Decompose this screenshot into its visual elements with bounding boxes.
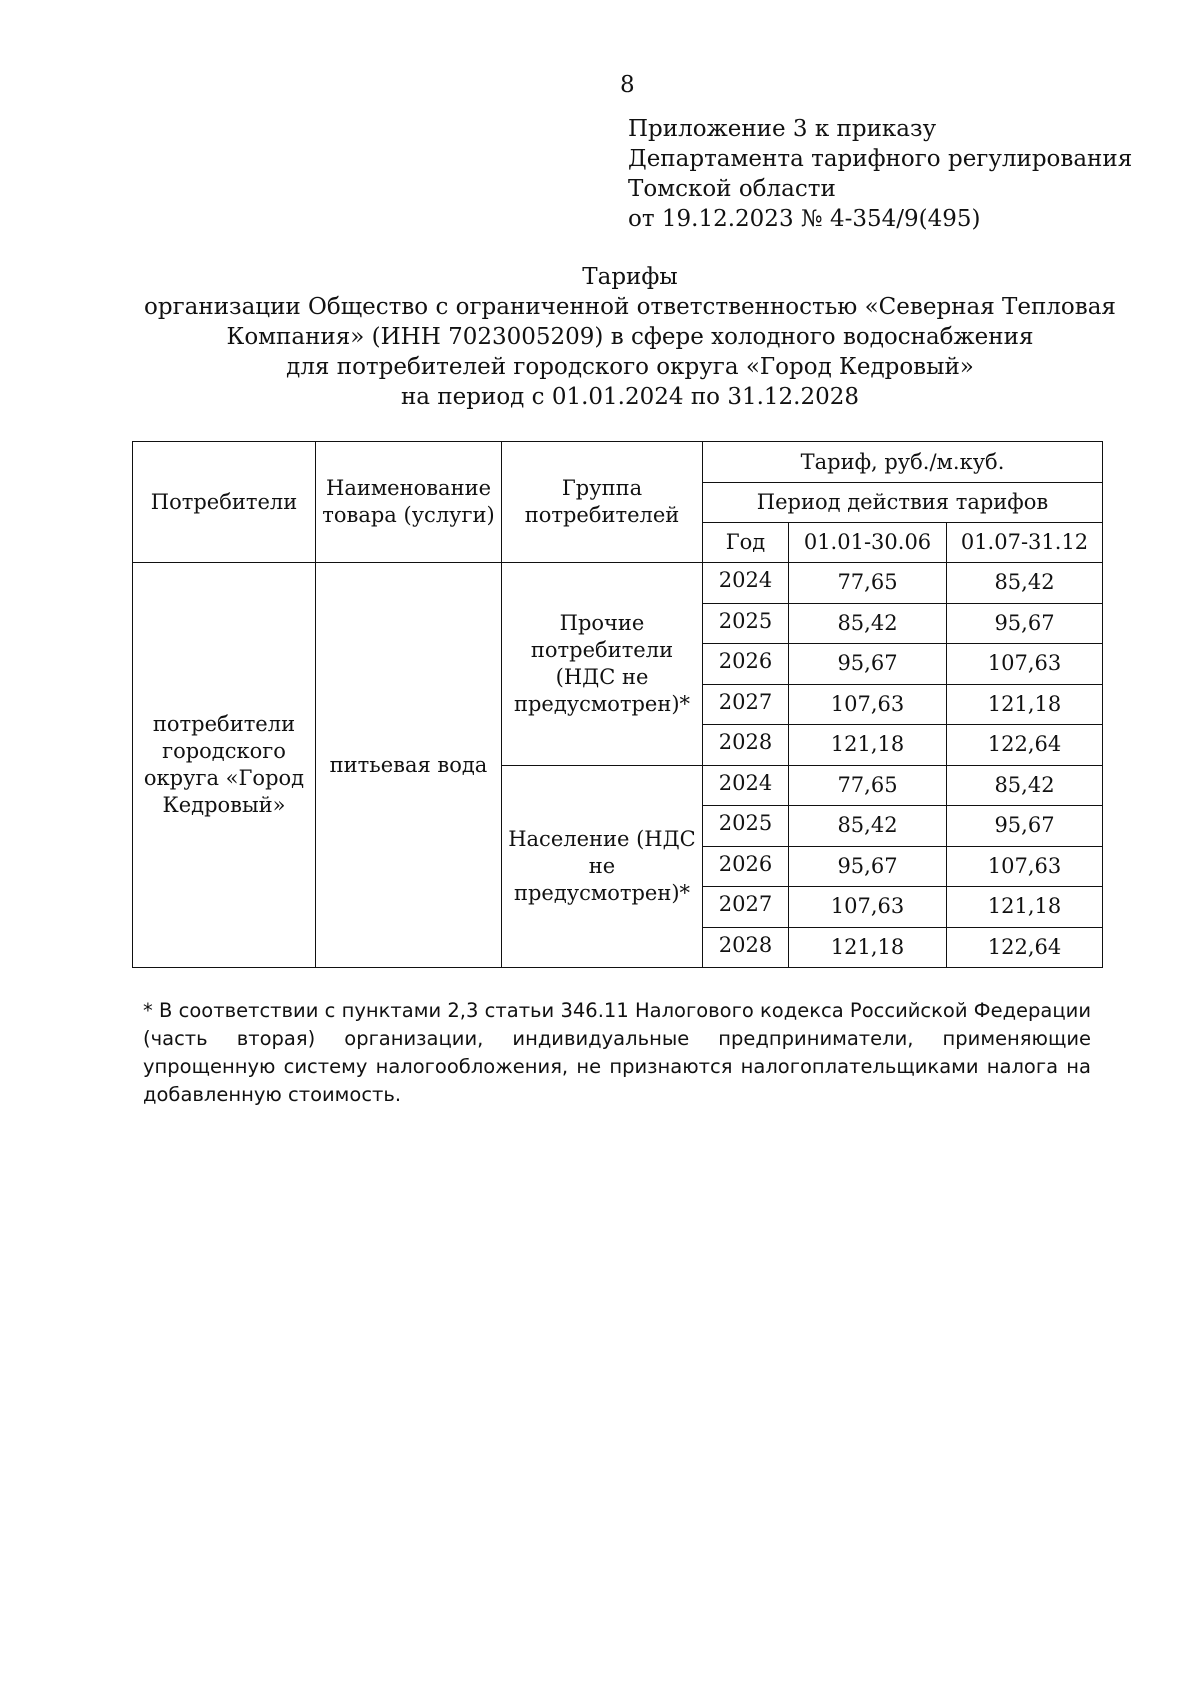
title-line: для потребителей городского округа «Город Кедровый» — [286, 354, 974, 380]
tariff-h1-cell: 121,18 — [789, 927, 947, 968]
tariff-h2-cell: 85,42 — [947, 765, 1103, 806]
appendix-line: Томской области — [628, 176, 836, 202]
page-number: 8 — [620, 72, 635, 98]
table-header-row — [133, 442, 1103, 483]
title-line: организации Общество с ограниченной ответственностью «Северная Тепловая — [144, 294, 1116, 320]
appendix-line: Приложение 3 к приказу — [628, 116, 937, 142]
footnote: * В соответствии с пунктами 2,3 статьи 346.11 Налогового кодекса Российской Федерации (часть вторая) организации, индивидуальные предприниматели, применяющие упрощенную систему налогообложения, не признаются налогоплательщиками налога на добавленную стоимость. — [143, 999, 1091, 1106]
header-group: Группа потребителей — [502, 442, 703, 563]
tariff-h2-cell: 85,42 — [947, 563, 1103, 604]
tariff-h2-cell: 121,18 — [947, 684, 1103, 725]
tariff-h1-cell: 121,18 — [789, 725, 947, 766]
header-period: Период действия тарифов — [703, 483, 1103, 523]
year-cell: 2025 — [703, 603, 789, 644]
header-half2: 01.07-31.12 — [947, 523, 1103, 563]
title-line: на период с 01.01.2024 по 31.12.2028 — [400, 384, 860, 410]
year-cell: 2027 — [703, 684, 789, 725]
header-year: Год — [703, 523, 789, 563]
group-cell: Прочие потребители (НДС не предусмотрен)* — [502, 563, 703, 766]
group-cell: Население (НДС не предусмотрен)* — [502, 765, 703, 968]
year-cell: 2028 — [703, 725, 789, 766]
tariff-h1-cell: 85,42 — [789, 806, 947, 847]
product-cell: питьевая вода — [316, 563, 502, 968]
tariff-h2-cell: 107,63 — [947, 846, 1103, 887]
header-consumers: Потребители — [133, 442, 316, 563]
tariff-h1-cell: 95,67 — [789, 846, 947, 887]
tariff-h2-cell: 122,64 — [947, 927, 1103, 968]
tariff-h1-cell: 107,63 — [789, 887, 947, 928]
tariff-h1-cell: 95,67 — [789, 644, 947, 685]
tariff-h1-cell: 77,65 — [789, 563, 947, 604]
appendix-reference — [628, 114, 1132, 234]
appendix-line: Департамента тарифного регулирования — [628, 146, 1133, 172]
year-cell: 2028 — [703, 927, 789, 968]
tariff-h2-cell: 122,64 — [947, 725, 1103, 766]
tariff-h2-cell: 95,67 — [947, 603, 1103, 644]
tariff-table — [132, 441, 1103, 968]
year-cell: 2025 — [703, 806, 789, 847]
table-row — [133, 563, 1103, 604]
tariff-h1-cell: 107,63 — [789, 684, 947, 725]
title-line: Тарифы — [582, 264, 678, 290]
year-cell: 2024 — [703, 765, 789, 806]
year-cell: 2027 — [703, 887, 789, 928]
document-title — [120, 262, 1140, 412]
header-product: Наименование товара (услуги) — [316, 442, 502, 563]
header-half1: 01.01-30.06 — [789, 523, 947, 563]
tariff-h2-cell: 107,63 — [947, 644, 1103, 685]
tariff-h1-cell: 85,42 — [789, 603, 947, 644]
tariff-h2-cell: 95,67 — [947, 806, 1103, 847]
year-cell: 2026 — [703, 846, 789, 887]
header-tariff: Тариф, руб./м.куб. — [703, 442, 1103, 483]
title-line: Компания» (ИНН 7023005209) в сфере холодного водоснабжения — [226, 324, 1034, 350]
year-cell: 2026 — [703, 644, 789, 685]
tariff-h1-cell: 77,65 — [789, 765, 947, 806]
consumer-cell: потребители городского округа «Город Кедровый» — [133, 563, 316, 968]
year-cell: 2024 — [703, 563, 789, 604]
appendix-line: от 19.12.2023 № 4-354/9(495) — [628, 206, 981, 232]
tariff-h2-cell: 121,18 — [947, 887, 1103, 928]
